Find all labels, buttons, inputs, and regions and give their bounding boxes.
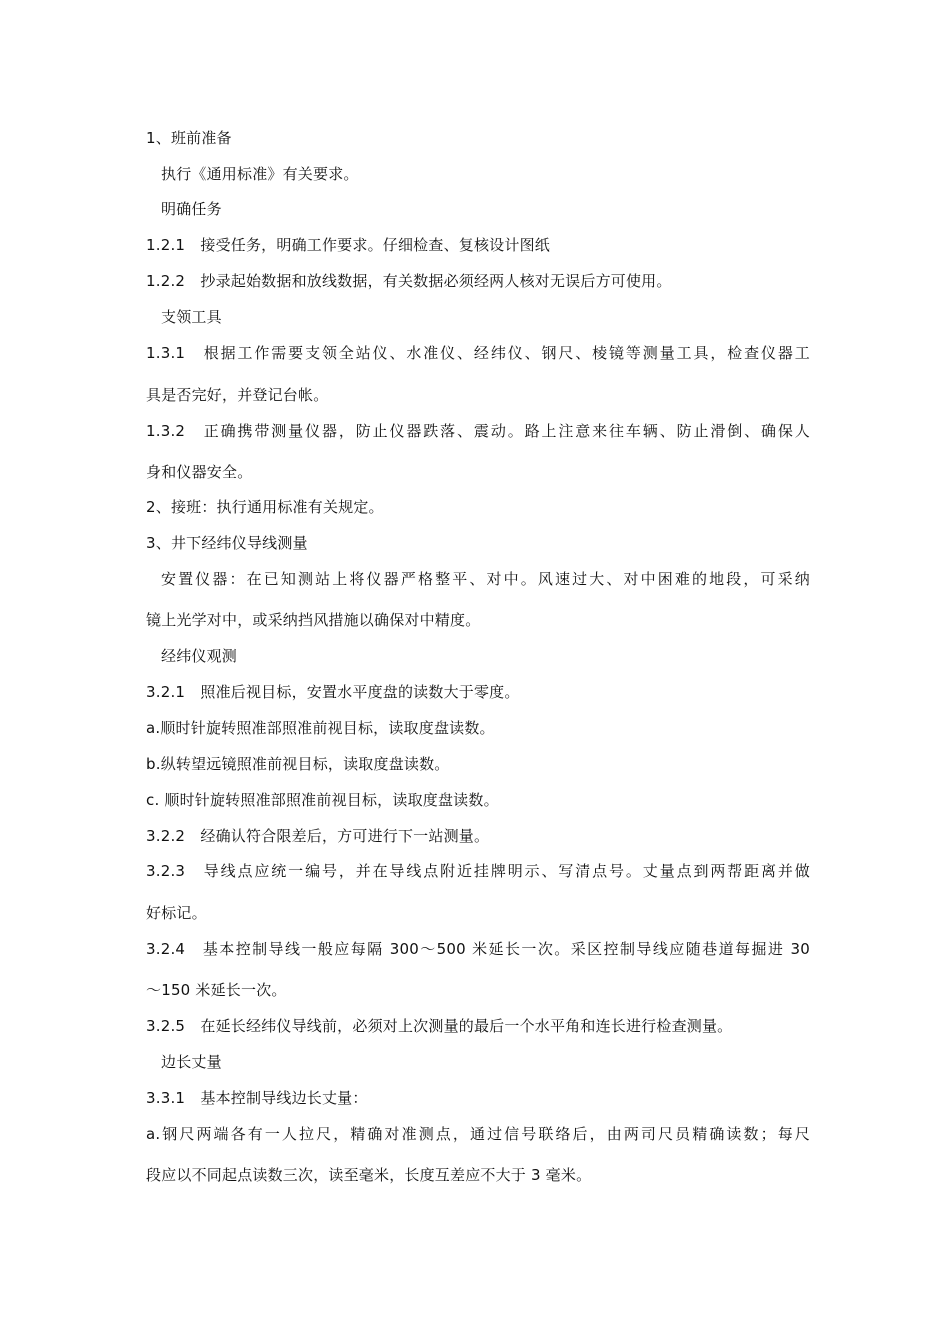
item-1-2-2: 1.2.2 抄录起始数据和放线数据，有关数据必须经两人核对无误后方可使用。 <box>146 272 672 290</box>
subheading-theodolite-observation: 经纬仪观测 <box>161 647 238 665</box>
item-3-2-2: 3.2.2 经确认符合限差后，方可进行下一站测量。 <box>146 827 490 845</box>
item-3-2-1-a: a.顺时针旋转照准部照准前视目标，读取度盘读数。 <box>146 719 495 737</box>
item-1-2-1: 1.2.1 接受任务，明确工作要求。仔细检查、复核设计图纸 <box>146 236 550 254</box>
item-1-3-2-line-2: 身和仪器安全。 <box>146 463 253 481</box>
item-3-3-1: 3.3.1 基本控制导线边长丈量： <box>146 1089 368 1107</box>
paragraph-instrument-setup-line-1: 安置仪器：在已知测站上将仪器严格整平、对中。风速过大、对中困难的地段，可采纳 <box>161 570 810 588</box>
subheading-side-length: 边长丈量 <box>161 1053 222 1071</box>
paragraph-general-standard: 执行《通用标准》有关要求。 <box>161 165 359 183</box>
item-3-2-5: 3.2.5 在延长经纬仪导线前，必须对上次测量的最后一个水平角和连长进行检查测量。 <box>146 1017 733 1035</box>
heading-1-preparation: 1、班前准备 <box>146 129 232 147</box>
item-1-3-1-line-1: 1.3.1 根据工作需要支领全站仪、水准仪、经纬仪、钢尺、棱镜等测量工具，检查仪器工 <box>146 344 810 362</box>
item-3-2-1: 3.2.1 照准后视目标，安置水平度盘的读数大于零度。 <box>146 683 520 701</box>
heading-2-handover: 2、接班：执行通用标准有关规定。 <box>146 498 384 516</box>
subheading-task: 明确任务 <box>161 200 222 218</box>
heading-3-traverse-survey: 3、井下经纬仪导线测量 <box>146 534 308 552</box>
item-3-3-1-a-line-2: 段应以不同起点读数三次，读至毫米，长度互差应不大于 3 毫米。 <box>146 1166 592 1184</box>
paragraph-instrument-setup-line-2: 镜上光学对中，或采纳挡风措施以确保对中精度。 <box>146 611 481 629</box>
item-3-2-4-line-1: 3.2.4 基本控制导线一般应每隔 300～500 米延长一次。采区控制导线应随巷道每掘进 30 <box>146 940 810 958</box>
item-3-2-1-c: c. 顺时针旋转照准部照准前视目标，读取度盘读数。 <box>146 791 499 809</box>
item-3-2-1-b: b.纵转望远镜照准前视目标，读取度盘读数。 <box>146 755 450 773</box>
item-1-3-1-line-2: 具是否完好，并登记台帐。 <box>146 386 329 404</box>
item-1-3-2-line-1: 1.3.2 正确携带测量仪器，防止仪器跌落、震动。路上注意来往车辆、防止滑倒、确保人 <box>146 422 810 440</box>
subheading-tools: 支领工具 <box>161 308 222 326</box>
item-3-2-3-line-2: 好标记。 <box>146 904 207 922</box>
item-3-2-3-line-1: 3.2.3 导线点应统一编号，并在导线点附近挂牌明示、写清点号。丈量点到两帮距离并做 <box>146 862 810 880</box>
item-3-3-1-a-line-1: a.钢尺两端各有一人拉尺，精确对准测点，通过信号联络后，由两司尺员精确读数；每尺 <box>146 1125 810 1143</box>
item-3-2-4-line-2: ～150 米延长一次。 <box>146 981 287 999</box>
